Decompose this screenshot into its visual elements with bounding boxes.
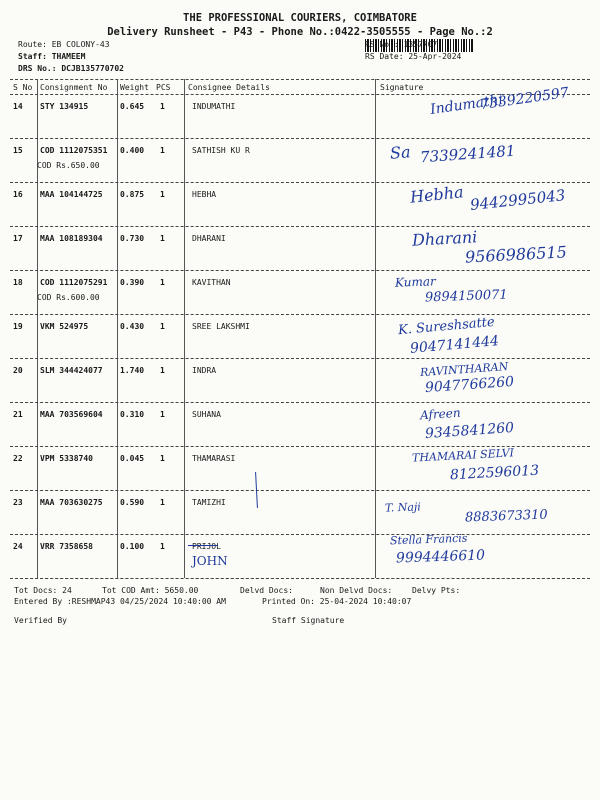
col-consignment: Consignment No: [40, 83, 108, 92]
pcs-value: 1: [160, 234, 165, 243]
pcs-value: 1: [160, 102, 165, 111]
consignment-number: SLM 344424077: [40, 366, 103, 375]
row-sno: 23: [13, 498, 23, 507]
consignment-number: MAA 108189304: [40, 234, 103, 243]
signature-name: Indumathi: [429, 91, 505, 119]
rs-number-text: RS No.: 1357707: [365, 40, 438, 49]
row-sno: 18: [13, 278, 23, 287]
pcs-value: 1: [160, 454, 165, 463]
col-sno: S No: [13, 83, 33, 92]
consignment-number: MAA 703569604: [40, 410, 103, 419]
correction-handwriting: JOHN: [192, 554, 228, 568]
weight-value: 0.875: [120, 190, 145, 199]
weight-value: 1.740: [120, 366, 145, 375]
signature-name: Hebha: [409, 182, 465, 207]
pcs-value: 1: [160, 366, 165, 375]
delivered-docs: Delvd Docs:: [240, 586, 293, 595]
row-sno: 17: [13, 234, 23, 243]
signature-name: T. Naji: [384, 500, 422, 515]
col-signature: Signature: [380, 83, 424, 92]
runsheet-subtitle: Delivery Runsheet - P43 - Phone No.:0422-3505555 - Page No.:2: [107, 26, 493, 38]
row-separator: [10, 358, 590, 359]
drs-number: DRS No.: DCJB135770702: [18, 64, 124, 73]
signature-name: K. Sureshsatte: [397, 314, 496, 339]
non-delivered-docs: Non Delvd Docs:: [320, 586, 393, 595]
consignment-number: VKM 524975: [40, 322, 89, 331]
printed-on: Printed On: 25-04-2024 10:40:07: [262, 597, 412, 606]
signature-name: Stella Francis: [389, 531, 468, 548]
weight-value: 0.400: [120, 146, 145, 155]
pcs-value: 1: [160, 278, 165, 287]
col-weight: Weight: [120, 83, 149, 92]
row-separator: [10, 226, 590, 227]
consignment-number: VRR 7358658: [40, 542, 93, 551]
signature-phone: 9566986515: [464, 242, 568, 267]
signature-name: Kumar: [394, 274, 436, 290]
signature-phone: 9345841260: [424, 419, 515, 443]
weight-value: 0.590: [120, 498, 145, 507]
row-separator: [10, 490, 590, 491]
consignee-name: THAMARASI: [192, 454, 236, 463]
staff-signature: Staff Signature: [272, 616, 345, 625]
signature-phone: 7339241481: [419, 141, 516, 167]
pcs-value: 1: [160, 498, 165, 507]
signature-name: THAMARAI SELVI: [411, 446, 515, 465]
pcs-value: 1: [160, 322, 165, 331]
signature-phone: 9894150071: [424, 287, 508, 306]
verified-by: Verified By: [14, 616, 67, 625]
weight-value: 0.390: [120, 278, 145, 287]
consignee-name: KAVITHAN: [192, 278, 231, 287]
rs-date: RS Date: 25-Apr-2024: [365, 52, 462, 61]
weight-value: 0.730: [120, 234, 145, 243]
row-separator: [10, 402, 590, 403]
route-label: Route: EB COLONY-43: [18, 40, 110, 49]
row-separator: [10, 314, 590, 315]
pcs-value: 1: [160, 542, 165, 551]
row-separator: [10, 182, 590, 183]
signature-phone: 9994446610: [395, 547, 486, 567]
row-separator: [10, 138, 590, 139]
pcs-value: 1: [160, 410, 165, 419]
row-sno: 15: [13, 146, 23, 155]
consignment-number: VPM 5338740: [40, 454, 93, 463]
consignee-name: PRIJOL: [192, 542, 221, 551]
consignee-name: SUHANA: [192, 410, 221, 419]
row-sno: 16: [13, 190, 23, 199]
total-docs: Tot Docs: 24: [14, 586, 72, 595]
signature-phone: 7339220597: [479, 84, 570, 114]
signature-phone: 9442995043: [469, 186, 567, 214]
signature-name: Afreen: [419, 405, 462, 423]
consignee-name: SREE LAKSHMI: [192, 322, 250, 331]
signature-phone: 8883673310: [464, 507, 548, 526]
consignment-number: STY 134915: [40, 102, 89, 111]
consignee-name: INDRA: [192, 366, 217, 375]
row-sno: 21: [13, 410, 23, 419]
signature-name: Dharani: [411, 227, 478, 250]
consignment-number: MAA 703630275: [40, 498, 103, 507]
staff-label: Staff: THAMEEM: [18, 52, 86, 61]
consignee-name: INDUMATHI: [192, 102, 236, 111]
weight-value: 0.430: [120, 322, 145, 331]
cod-amount: COD Rs.650.00: [37, 161, 100, 170]
signature-phone: 9047141444: [409, 333, 500, 357]
pcs-value: 1: [160, 190, 165, 199]
total-cod: Tot COD Amt: 5650.00: [102, 586, 199, 595]
weight-value: 0.045: [120, 454, 145, 463]
row-sno: 22: [13, 454, 23, 463]
strikethrough-mark: [188, 545, 218, 546]
signature-phone: 9047766260: [424, 373, 515, 397]
company-title: THE PROFESSIONAL COURIERS, COIMBATORE: [183, 12, 417, 24]
row-sno: 19: [13, 322, 23, 331]
row-separator: [10, 270, 590, 271]
row-sno: 14: [13, 102, 23, 111]
consignment-number: MAA 104144725: [40, 190, 103, 199]
consignee-name: HEBHA: [192, 190, 217, 199]
consignee-name: DHARANI: [192, 234, 226, 243]
consignment-number: COD 1112075351: [40, 146, 108, 155]
row-sno: 24: [13, 542, 23, 551]
delivery-points: Delvy Pts:: [412, 586, 461, 595]
signature-phone: 8122596013: [449, 462, 540, 484]
entered-by: Entered By :RESHMAP43 04/25/2024 10:40:00 AM: [14, 597, 226, 606]
col-pcs: PCS: [156, 83, 171, 92]
col-consignee: Consignee Details: [188, 83, 270, 92]
signature-name: Sa: [389, 142, 412, 163]
weight-value: 0.645: [120, 102, 145, 111]
consignment-number: COD 1112075291: [40, 278, 108, 287]
cod-amount: COD Rs.600.00: [37, 293, 100, 302]
weight-value: 0.310: [120, 410, 145, 419]
row-separator: [10, 534, 590, 535]
weight-value: 0.100: [120, 542, 145, 551]
pcs-value: 1: [160, 146, 165, 155]
consignee-name: SATHISH KU R: [192, 146, 250, 155]
consignee-name: TAMIZHI: [192, 498, 226, 507]
signature-name: RAVINTHARAN: [419, 359, 509, 380]
row-sno: 20: [13, 366, 23, 375]
